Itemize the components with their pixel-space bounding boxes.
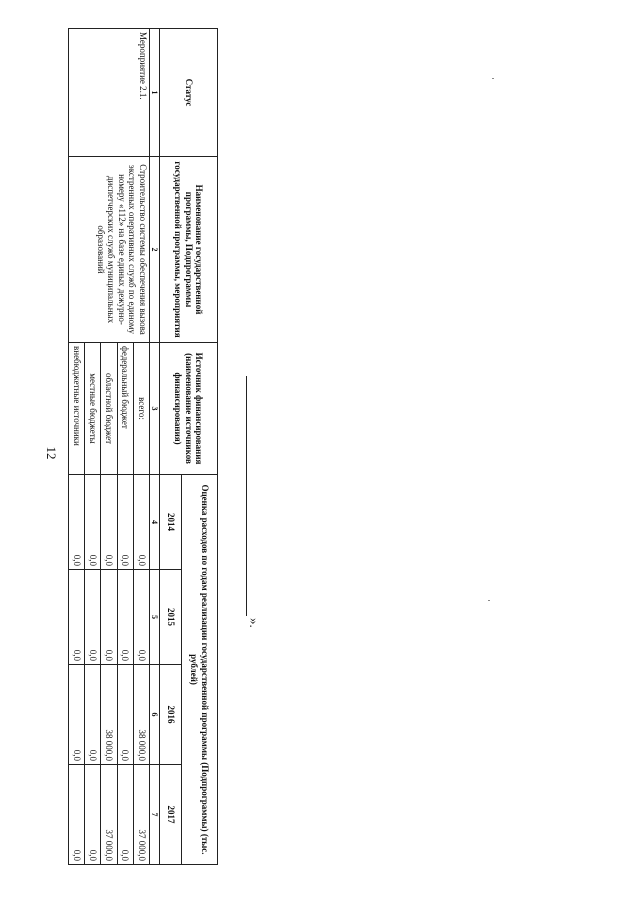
value-cell: 0,0 xyxy=(85,570,101,665)
value-cell: 0,0 xyxy=(85,665,101,765)
closing-mark: ». xyxy=(247,618,262,628)
value-cell: 37 000,0 xyxy=(101,765,117,865)
row-name: Строительство системы обеспечения вызова экстренных оперативных служб по единому номеру «112» на базе единых дежурно-диспетчерских служб муниципальных образований xyxy=(69,157,150,343)
value-cell: 37 000,0 xyxy=(133,765,149,865)
col-number: 7 xyxy=(150,765,160,865)
col-number: 6 xyxy=(150,665,160,765)
value-cell: 0,0 xyxy=(69,570,85,665)
col-number: 4 xyxy=(150,475,160,570)
col-number: 2 xyxy=(150,157,160,343)
header-source: Источник финансирования (наименование источников финансирования) xyxy=(160,343,218,475)
table-container xyxy=(68,28,218,864)
header-year: 2014 xyxy=(160,475,182,570)
header-estimate: Оценка расходов по годам реализации государственной программы (Подпрограммы) (тыс. рублей) xyxy=(182,475,218,865)
value-cell: 0,0 xyxy=(69,765,85,865)
col-number: 1 xyxy=(150,29,160,157)
source-cell: всего: xyxy=(133,343,149,475)
scan-speck xyxy=(492,78,494,79)
source-cell: федеральный бюджет xyxy=(117,343,133,475)
value-cell: 0,0 xyxy=(117,665,133,765)
col-number: 3 xyxy=(150,343,160,475)
value-cell: 0,0 xyxy=(69,475,85,570)
value-cell: 0,0 xyxy=(117,570,133,665)
value-cell: 0,0 xyxy=(117,765,133,865)
value-cell: 0,0 xyxy=(69,665,85,765)
header-year: 2017 xyxy=(160,765,182,865)
value-cell: 38 000,0 xyxy=(133,665,149,765)
value-cell: 0,0 xyxy=(85,475,101,570)
header-year: 2015 xyxy=(160,570,182,665)
value-cell: 0,0 xyxy=(133,570,149,665)
funding-table xyxy=(68,28,218,865)
source-cell: местные бюджеты xyxy=(85,343,101,475)
value-cell: 0,0 xyxy=(101,570,117,665)
header-year: 2016 xyxy=(160,665,182,765)
value-cell: 0,0 xyxy=(101,475,117,570)
header-status: Статус xyxy=(160,29,218,157)
value-cell: 0,0 xyxy=(133,475,149,570)
scan-speck xyxy=(488,600,490,601)
closing-rule xyxy=(247,376,262,616)
header-name: Наименование государственной программы, Подпрограммы государственной программы, мероприятия xyxy=(160,157,218,343)
closing-line-block xyxy=(240,376,268,676)
value-cell: 38 000,0 xyxy=(101,665,117,765)
value-cell: 0,0 xyxy=(117,475,133,570)
source-cell: внебюджетные источники xyxy=(69,343,85,475)
page-number: 12 xyxy=(44,446,59,460)
row-status: Мероприятие 2.1. xyxy=(69,29,150,157)
source-cell: областной бюджет xyxy=(101,343,117,475)
col-number: 5 xyxy=(150,570,160,665)
value-cell: 0,0 xyxy=(85,765,101,865)
